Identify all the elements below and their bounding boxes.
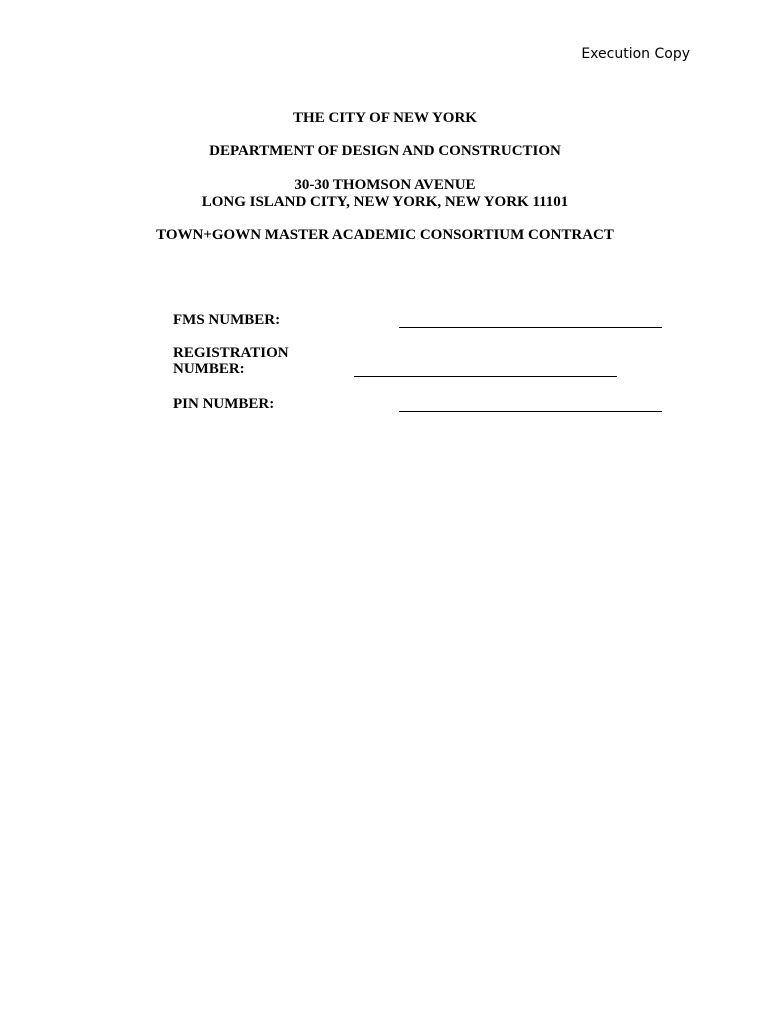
registration-number-label-line1: REGISTRATION: [173, 345, 289, 361]
fms-number-label: FMS NUMBER:: [173, 312, 281, 328]
execution-copy-note: Execution Copy: [581, 46, 690, 62]
city-title: THE CITY OF NEW YORK: [293, 110, 477, 126]
contract-title: TOWN+GOWN MASTER ACADEMIC CONSORTIUM CONTRACT: [156, 227, 614, 243]
registration-number-line: [354, 376, 617, 377]
pin-number-label: PIN NUMBER:: [173, 396, 275, 412]
department-title: DEPARTMENT OF DESIGN AND CONSTRUCTION: [209, 143, 561, 159]
registration-number-label-line2: NUMBER:: [173, 361, 245, 377]
address-city: LONG ISLAND CITY, NEW YORK, NEW YORK 11101: [201, 194, 569, 210]
pin-number-line: [399, 411, 662, 412]
fms-number-line: [399, 327, 662, 328]
address-street: 30-30 THOMSON AVENUE: [294, 177, 476, 193]
